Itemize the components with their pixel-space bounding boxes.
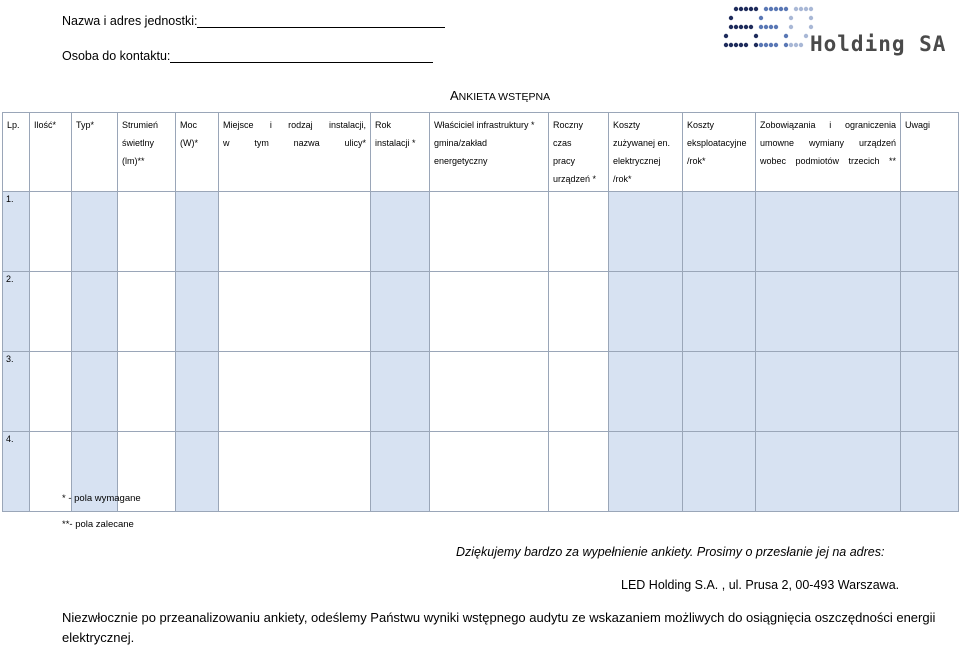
table-cell[interactable] <box>756 352 901 432</box>
unit-name-field <box>62 14 445 28</box>
logo-dot <box>789 16 793 20</box>
logo-dot <box>754 34 758 38</box>
column-header-line: (lm)** <box>122 156 145 166</box>
column-header <box>371 113 430 192</box>
logo-dot <box>739 25 743 29</box>
logo-dot <box>759 25 763 29</box>
column-header <box>901 113 959 192</box>
table-row <box>3 192 959 272</box>
table-cell[interactable] <box>609 352 683 432</box>
logo-dot <box>784 34 788 38</box>
logo-dot <box>794 7 798 11</box>
logo-dot <box>799 7 803 11</box>
logo-dot <box>789 43 793 47</box>
logo-dot <box>799 43 803 47</box>
logo-dot <box>809 25 813 29</box>
logo-dot <box>769 43 773 47</box>
column-header <box>176 113 219 192</box>
logo-dot <box>769 25 773 29</box>
table-cell[interactable] <box>118 352 176 432</box>
company-logo <box>722 4 952 56</box>
column-header <box>118 113 176 192</box>
table-cell[interactable] <box>30 352 72 432</box>
table-cell[interactable] <box>549 352 609 432</box>
table-cell[interactable] <box>219 192 371 272</box>
logo-dot <box>744 7 748 11</box>
table-cell[interactable] <box>219 272 371 352</box>
column-header-line: elektrycznej <box>613 156 661 166</box>
table-cell[interactable] <box>176 272 219 352</box>
logo-dot <box>769 7 773 11</box>
column-header-line: zużywanej en. <box>613 138 671 148</box>
logo-text: Holding SA <box>810 32 947 56</box>
logo-dot <box>729 25 733 29</box>
table-cell[interactable] <box>609 192 683 272</box>
logo-dot <box>734 25 738 29</box>
row-number: 4. <box>3 432 30 512</box>
logo-dot <box>789 25 793 29</box>
table-cell[interactable] <box>549 192 609 272</box>
logo-dot <box>739 7 743 11</box>
column-header <box>609 113 683 192</box>
logo-dot <box>809 16 813 20</box>
table-cell[interactable] <box>72 192 118 272</box>
recommended-note: **- pola zalecane <box>62 519 134 530</box>
column-header-line: energetyczny <box>434 156 488 166</box>
column-header <box>549 113 609 192</box>
table-row <box>3 352 959 432</box>
table-cell[interactable] <box>549 432 609 512</box>
column-header-line: /rok* <box>687 156 706 166</box>
logo-dot <box>804 34 808 38</box>
table-cell[interactable] <box>219 352 371 432</box>
column-header <box>3 113 30 192</box>
table-cell[interactable] <box>371 432 430 512</box>
column-header-line: umowne wymiany urządzeń <box>760 138 896 148</box>
logo-dot <box>774 43 778 47</box>
table-cell[interactable] <box>430 272 549 352</box>
logo-dot <box>724 43 728 47</box>
column-header-line: Typ* <box>76 120 95 130</box>
column-header-line: Lp. <box>7 120 20 130</box>
closing-text: Niezwłocznie po przeanalizowaniu ankiety, odeślemy Państwu wyniki wstępnego audytu ze wskazaniem możliwych do osiągnięcia oszczędności energii elektrycznej. <box>62 610 936 645</box>
logo-dot <box>774 7 778 11</box>
table-cell[interactable] <box>72 352 118 432</box>
logo-dot <box>764 25 768 29</box>
table-cell[interactable] <box>118 272 176 352</box>
table-cell[interactable] <box>371 192 430 272</box>
column-header <box>72 113 118 192</box>
column-header-line: Koszty <box>687 120 715 130</box>
logo-dot <box>744 43 748 47</box>
table-cell[interactable] <box>176 432 219 512</box>
table-cell[interactable] <box>176 352 219 432</box>
column-header-line: Miejsce i rodzaj instalacji, <box>223 120 366 130</box>
table-cell[interactable] <box>609 272 683 352</box>
logo-dot <box>764 43 768 47</box>
table-cell[interactable] <box>683 192 756 272</box>
table-cell[interactable] <box>901 432 959 512</box>
column-header-line: w tym nazwa ulicy* <box>223 138 366 148</box>
logo-dot <box>734 7 738 11</box>
logo-dot <box>729 43 733 47</box>
title-initial: A <box>450 88 459 103</box>
thanks-text: Dziękujemy bardzo za wypełnienie ankiety. Prosimy o przesłanie jej na adres: <box>456 545 885 559</box>
table-cell[interactable] <box>756 192 901 272</box>
column-header <box>683 113 756 192</box>
table-cell[interactable] <box>756 272 901 352</box>
table-cell[interactable] <box>901 352 959 432</box>
logo-dot <box>764 7 768 11</box>
column-header-line: /rok* <box>613 174 632 184</box>
logo-dot <box>754 7 758 11</box>
table-cell[interactable] <box>683 432 756 512</box>
contact-person-input-line[interactable] <box>170 50 433 63</box>
table-cell[interactable] <box>756 432 901 512</box>
table-cell[interactable] <box>430 352 549 432</box>
column-header-line: Moc <box>180 120 198 130</box>
logo-dot <box>809 7 813 11</box>
table-header-row <box>3 113 959 192</box>
column-header <box>30 113 72 192</box>
unit-name-input-line[interactable] <box>197 15 445 28</box>
logo-dot <box>749 25 753 29</box>
column-header-line: Uwagi <box>905 120 931 130</box>
logo-dot <box>759 43 763 47</box>
required-note: * - pola wymagane <box>62 493 141 504</box>
column-header-line: Strumień <box>122 120 159 130</box>
contact-person-label: Osoba do kontaktu: <box>62 49 171 63</box>
logo-dot <box>784 7 788 11</box>
column-header-line: Rok <box>375 120 392 130</box>
table-cell[interactable] <box>176 192 219 272</box>
logo-dot <box>774 25 778 29</box>
table-cell[interactable] <box>683 272 756 352</box>
logo-dot <box>754 43 758 47</box>
table-cell[interactable] <box>430 432 549 512</box>
column-header-line: Ilość* <box>34 120 57 130</box>
table-cell[interactable] <box>549 272 609 352</box>
table-row <box>3 432 959 512</box>
row-number: 2. <box>3 272 30 352</box>
logo-dot <box>749 7 753 11</box>
table-cell[interactable] <box>371 272 430 352</box>
table-cell[interactable] <box>901 192 959 272</box>
table-cell[interactable] <box>371 352 430 432</box>
table-cell[interactable] <box>430 192 549 272</box>
column-header-line: Właściciel infrastruktury * <box>434 120 535 130</box>
table-cell[interactable] <box>30 192 72 272</box>
column-header-line: instalacji * <box>375 138 416 148</box>
title-rest: NKIETA WSTĘPNA <box>458 91 551 103</box>
page-title <box>450 88 550 103</box>
led-dots-logo-icon <box>722 4 814 54</box>
column-header-line: (W)* <box>180 138 198 148</box>
table-cell[interactable] <box>683 352 756 432</box>
survey-table <box>2 112 959 512</box>
address-text: LED Holding S.A. , ul. Prusa 2, 00-493 Warszawa. <box>621 578 900 592</box>
logo-dot <box>784 43 788 47</box>
column-header-line: urządzeń * <box>553 174 597 184</box>
table-row <box>3 272 959 352</box>
column-header <box>756 113 901 192</box>
logo-dot <box>744 25 748 29</box>
unit-name-label: Nazwa i adres jednostki: <box>62 14 198 28</box>
column-header <box>430 113 549 192</box>
table-cell[interactable] <box>72 272 118 352</box>
column-header-line: Koszty <box>613 120 641 130</box>
row-number: 1. <box>3 192 30 272</box>
logo-dot <box>804 7 808 11</box>
logo-dot <box>794 43 798 47</box>
logo-dot <box>724 34 728 38</box>
table-cell[interactable] <box>609 432 683 512</box>
column-header-line: eksploatacyjne <box>687 138 747 148</box>
table-cell[interactable] <box>901 272 959 352</box>
column-header-line: wobec podmiotów trzecich ** <box>760 156 896 166</box>
column-header-line: pracy <box>553 156 576 166</box>
row-number: 3. <box>3 352 30 432</box>
table-cell[interactable] <box>30 272 72 352</box>
table-cell[interactable] <box>219 432 371 512</box>
column-header <box>219 113 371 192</box>
logo-dot <box>779 7 783 11</box>
logo-dot <box>729 16 733 20</box>
table-cell[interactable] <box>118 192 176 272</box>
column-header-line: Roczny czas <box>553 120 584 148</box>
logo-dot <box>739 43 743 47</box>
contact-person-field <box>62 49 433 63</box>
column-header-line: świetlny <box>122 138 155 148</box>
column-header-line: Zobowiązania i ograniczenia <box>760 120 896 130</box>
column-header-line: gmina/zakład <box>434 138 488 148</box>
logo-dot <box>734 43 738 47</box>
logo-dot <box>759 16 763 20</box>
